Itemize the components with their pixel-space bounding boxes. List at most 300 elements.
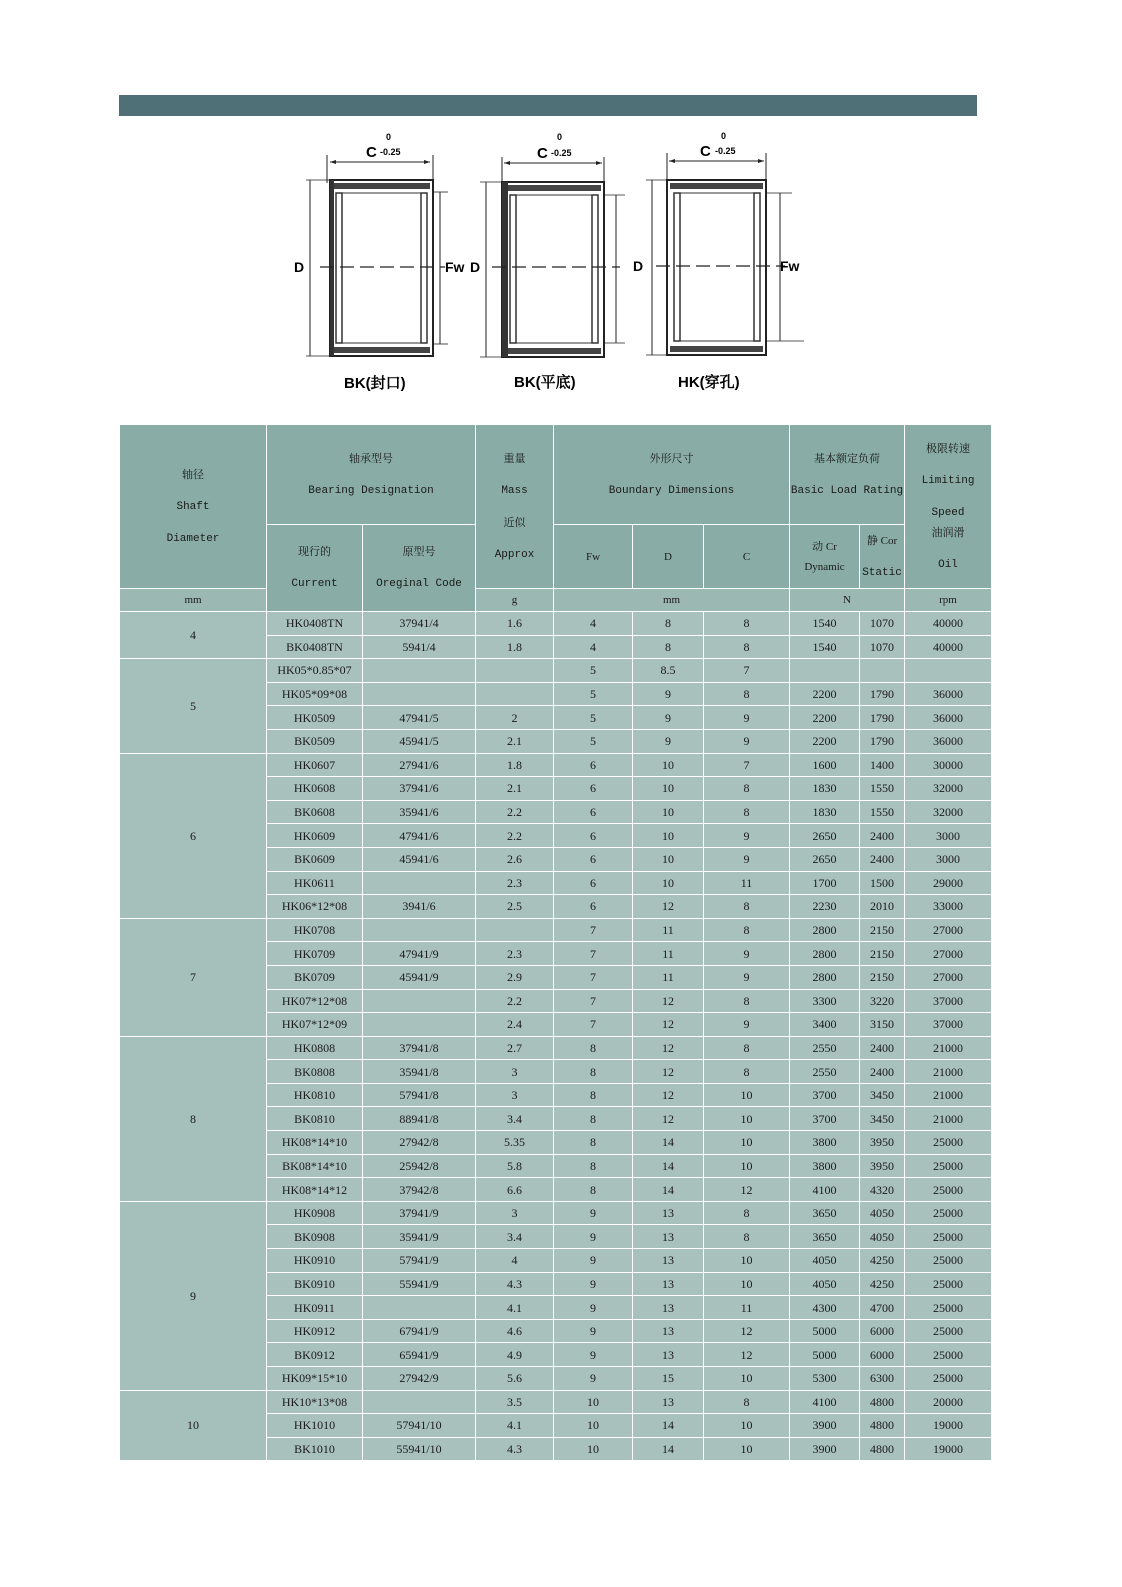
cell-limiting-speed: 27000 <box>905 965 992 989</box>
cell-dynamic-load: 3900 <box>790 1437 860 1461</box>
cell-c: 8 <box>704 1390 790 1414</box>
cell-c: 11 <box>704 871 790 895</box>
cell-d: 13 <box>633 1249 704 1273</box>
cell-dynamic-load: 5000 <box>790 1319 860 1343</box>
cell-d: 12 <box>633 1060 704 1084</box>
cell-static-load: 4050 <box>860 1201 905 1225</box>
cell-d: 10 <box>633 824 704 848</box>
cell-c: 10 <box>704 1154 790 1178</box>
cell-dynamic-load: 4050 <box>790 1249 860 1273</box>
cell-static-load: 4800 <box>860 1390 905 1414</box>
cell-limiting-speed: 27000 <box>905 942 992 966</box>
cell-d: 10 <box>633 800 704 824</box>
cell-current-code: HK0709 <box>267 942 363 966</box>
cell-mass <box>476 659 554 683</box>
cell-dynamic-load: 3900 <box>790 1414 860 1438</box>
cell-d: 10 <box>633 777 704 801</box>
cell-dynamic-load: 3800 <box>790 1131 860 1155</box>
cell-static-load: 4800 <box>860 1414 905 1438</box>
cell-dynamic-load: 3650 <box>790 1201 860 1225</box>
cell-fw: 9 <box>554 1319 633 1343</box>
cell-fw: 9 <box>554 1343 633 1367</box>
cell-original-code <box>363 1013 476 1037</box>
cell-original-code: 55941/10 <box>363 1437 476 1461</box>
cell-limiting-speed: 21000 <box>905 1060 992 1084</box>
cell-fw: 8 <box>554 1154 633 1178</box>
cell-c: 8 <box>704 612 790 636</box>
cell-current-code: HK0609 <box>267 824 363 848</box>
cell-current-code: HK06*12*08 <box>267 895 363 919</box>
cell-limiting-speed: 21000 <box>905 1036 992 1060</box>
svg-text:C: C <box>366 144 377 161</box>
cell-fw: 4 <box>554 635 633 659</box>
cell-c: 11 <box>704 1296 790 1320</box>
cell-limiting-speed: 25000 <box>905 1131 992 1155</box>
cell-fw: 6 <box>554 753 633 777</box>
cell-mass: 2 <box>476 706 554 730</box>
cell-dynamic-load: 3400 <box>790 1013 860 1037</box>
table-row <box>120 1201 992 1225</box>
cell-current-code: HK0912 <box>267 1319 363 1343</box>
cell-fw: 7 <box>554 918 633 942</box>
cell-mass: 3.5 <box>476 1390 554 1414</box>
cell-shaft-diameter: 4 <box>120 612 267 659</box>
cell-c: 10 <box>704 1367 790 1391</box>
cell-fw: 8 <box>554 1036 633 1060</box>
cell-static-load: 2010 <box>860 895 905 919</box>
cell-d: 12 <box>633 989 704 1013</box>
cell-dynamic-load: 1600 <box>790 753 860 777</box>
cell-d: 12 <box>633 1083 704 1107</box>
unit-shaft: mm <box>120 589 267 612</box>
header-load-rating: 基本额定负荷 Basic Load Rating <box>790 425 905 525</box>
cell-original-code: 88941/8 <box>363 1107 476 1131</box>
cell-mass: 4.1 <box>476 1414 554 1438</box>
table-row <box>120 1036 992 1060</box>
cell-static-load: 1790 <box>860 682 905 706</box>
svg-text:Fw: Fw <box>780 258 800 274</box>
bearing-spec-table <box>119 424 992 1461</box>
cell-mass: 5.8 <box>476 1154 554 1178</box>
cell-static-load: 2150 <box>860 918 905 942</box>
cell-d: 13 <box>633 1272 704 1296</box>
cell-mass: 1.6 <box>476 612 554 636</box>
cell-d: 8 <box>633 635 704 659</box>
cell-c: 8 <box>704 895 790 919</box>
cell-original-code: 47941/9 <box>363 942 476 966</box>
cell-mass: 2.3 <box>476 871 554 895</box>
cell-dynamic-load: 2650 <box>790 824 860 848</box>
cell-c: 9 <box>704 729 790 753</box>
cell-shaft-diameter: 6 <box>120 753 267 918</box>
cell-c: 12 <box>704 1343 790 1367</box>
cell-fw: 6 <box>554 824 633 848</box>
cell-mass: 4.6 <box>476 1319 554 1343</box>
bearing-cross-section-diagram <box>280 125 820 400</box>
header-bar <box>119 95 977 116</box>
cell-current-code: BK0908 <box>267 1225 363 1249</box>
cell-mass: 5.35 <box>476 1131 554 1155</box>
unit-load: N <box>790 589 905 612</box>
cell-limiting-speed: 25000 <box>905 1201 992 1225</box>
cell-limiting-speed: 37000 <box>905 989 992 1013</box>
cell-static-load <box>860 659 905 683</box>
cell-static-load: 2150 <box>860 942 905 966</box>
table-header <box>120 425 992 612</box>
unit-mass: g <box>476 589 554 612</box>
cell-c: 9 <box>704 706 790 730</box>
cell-fw: 8 <box>554 1107 633 1131</box>
table-row <box>120 918 992 942</box>
cell-current-code: BK0709 <box>267 965 363 989</box>
cell-mass: 3.4 <box>476 1225 554 1249</box>
header-current-code: 现行的 Current <box>267 525 363 612</box>
cell-fw: 8 <box>554 1083 633 1107</box>
cell-c: 8 <box>704 635 790 659</box>
header-limiting-speed: 极限转速 Limiting Speed 油润滑 Oil <box>905 425 992 589</box>
cell-shaft-diameter: 10 <box>120 1390 267 1461</box>
cell-d: 9 <box>633 729 704 753</box>
cell-original-code: 55941/9 <box>363 1272 476 1296</box>
cell-c: 9 <box>704 965 790 989</box>
cell-current-code: HK0910 <box>267 1249 363 1273</box>
cell-static-load: 3950 <box>860 1154 905 1178</box>
cell-d: 8.5 <box>633 659 704 683</box>
cell-limiting-speed: 25000 <box>905 1367 992 1391</box>
cell-current-code: BK0408TN <box>267 635 363 659</box>
cell-original-code: 47941/6 <box>363 824 476 848</box>
cell-dynamic-load: 3700 <box>790 1083 860 1107</box>
cell-dynamic-load: 2800 <box>790 942 860 966</box>
cell-static-load: 1070 <box>860 612 905 636</box>
cell-shaft-diameter: 9 <box>120 1201 267 1390</box>
cell-c: 7 <box>704 753 790 777</box>
cell-original-code: 57941/9 <box>363 1249 476 1273</box>
cell-dynamic-load: 5300 <box>790 1367 860 1391</box>
cell-dynamic-load: 3700 <box>790 1107 860 1131</box>
cell-original-code: 57941/8 <box>363 1083 476 1107</box>
cell-limiting-speed: 21000 <box>905 1107 992 1131</box>
cell-original-code: 25942/8 <box>363 1154 476 1178</box>
cell-d: 13 <box>633 1201 704 1225</box>
cell-original-code: 47941/5 <box>363 706 476 730</box>
cell-static-load: 1550 <box>860 777 905 801</box>
cell-current-code: BK08*14*10 <box>267 1154 363 1178</box>
cell-current-code: HK0908 <box>267 1201 363 1225</box>
cell-limiting-speed: 21000 <box>905 1083 992 1107</box>
cell-fw: 10 <box>554 1390 633 1414</box>
cell-original-code: 35941/6 <box>363 800 476 824</box>
cell-fw: 7 <box>554 1013 633 1037</box>
cell-limiting-speed: 25000 <box>905 1154 992 1178</box>
cell-fw: 5 <box>554 659 633 683</box>
header-dynamic: 动 Cr Dynamic <box>790 525 860 589</box>
cell-shaft-diameter: 5 <box>120 659 267 753</box>
cell-dynamic-load: 2200 <box>790 729 860 753</box>
cell-d: 12 <box>633 1107 704 1131</box>
cell-current-code: BK0808 <box>267 1060 363 1084</box>
cell-c: 8 <box>704 1060 790 1084</box>
cell-mass: 2.6 <box>476 847 554 871</box>
cell-dynamic-load: 1830 <box>790 800 860 824</box>
cell-current-code: BK1010 <box>267 1437 363 1461</box>
cell-static-load: 3150 <box>860 1013 905 1037</box>
cell-mass: 3 <box>476 1201 554 1225</box>
cell-original-code <box>363 659 476 683</box>
cell-current-code: HK05*0.85*07 <box>267 659 363 683</box>
cell-fw: 6 <box>554 777 633 801</box>
cell-dynamic-load: 3650 <box>790 1225 860 1249</box>
cell-c: 8 <box>704 1036 790 1060</box>
cell-fw: 6 <box>554 871 633 895</box>
cell-mass: 1.8 <box>476 753 554 777</box>
cell-mass: 4.3 <box>476 1437 554 1461</box>
cell-original-code: 27942/9 <box>363 1367 476 1391</box>
cell-d: 11 <box>633 965 704 989</box>
cell-mass: 2.1 <box>476 729 554 753</box>
cell-c: 9 <box>704 1013 790 1037</box>
cell-dynamic-load: 2200 <box>790 682 860 706</box>
table-row <box>120 612 992 636</box>
header-original-code: 原型号 Oreginal Code <box>363 525 476 612</box>
cell-current-code: HK09*15*10 <box>267 1367 363 1391</box>
cell-dynamic-load: 4050 <box>790 1272 860 1296</box>
cell-c: 8 <box>704 777 790 801</box>
cell-current-code: HK0408TN <box>267 612 363 636</box>
cell-limiting-speed <box>905 659 992 683</box>
cell-d: 8 <box>633 612 704 636</box>
header-boundary-dimensions: 外形尺寸 Boundary Dimensions <box>554 425 790 525</box>
cell-dynamic-load: 2800 <box>790 965 860 989</box>
cell-original-code <box>363 1296 476 1320</box>
svg-text:C: C <box>700 143 711 160</box>
svg-text:D: D <box>470 259 481 275</box>
cell-fw: 6 <box>554 847 633 871</box>
caption-bk-sealed: BK(封口) <box>344 375 406 392</box>
svg-text:D: D <box>294 259 305 275</box>
cell-current-code: BK0608 <box>267 800 363 824</box>
cell-limiting-speed: 36000 <box>905 729 992 753</box>
cell-original-code: 37941/8 <box>363 1036 476 1060</box>
cell-c: 10 <box>704 1083 790 1107</box>
svg-text:-0.25: -0.25 <box>380 147 401 157</box>
cell-limiting-speed: 19000 <box>905 1414 992 1438</box>
cell-mass: 4.3 <box>476 1272 554 1296</box>
cell-c: 9 <box>704 824 790 848</box>
cell-d: 13 <box>633 1390 704 1414</box>
header-fw: Fw <box>554 525 633 589</box>
cell-current-code: HK0911 <box>267 1296 363 1320</box>
cell-limiting-speed: 40000 <box>905 612 992 636</box>
cell-mass: 4 <box>476 1249 554 1273</box>
cell-original-code: 27941/6 <box>363 753 476 777</box>
cell-current-code: BK0912 <box>267 1343 363 1367</box>
cell-limiting-speed: 3000 <box>905 824 992 848</box>
cell-mass: 3.4 <box>476 1107 554 1131</box>
cell-current-code: HK08*14*12 <box>267 1178 363 1202</box>
cell-original-code <box>363 1390 476 1414</box>
cell-static-load: 3450 <box>860 1107 905 1131</box>
table-row <box>120 1390 992 1414</box>
cell-current-code: HK05*09*08 <box>267 682 363 706</box>
cell-dynamic-load: 1540 <box>790 612 860 636</box>
cell-d: 14 <box>633 1131 704 1155</box>
header-shaft: 轴径 Shaft Diameter <box>120 425 267 589</box>
cell-d: 13 <box>633 1319 704 1343</box>
cell-dynamic-load: 4300 <box>790 1296 860 1320</box>
cell-original-code: 67941/9 <box>363 1319 476 1343</box>
cell-static-load: 1790 <box>860 706 905 730</box>
svg-text:-0.25: -0.25 <box>551 148 572 158</box>
units-row <box>120 589 992 612</box>
bearing-bk-flat-drawing <box>470 132 625 357</box>
cell-limiting-speed: 29000 <box>905 871 992 895</box>
table-body <box>120 612 992 1461</box>
cell-original-code: 45941/6 <box>363 847 476 871</box>
cell-static-load: 4250 <box>860 1249 905 1273</box>
cell-mass: 3 <box>476 1060 554 1084</box>
cell-fw: 5 <box>554 706 633 730</box>
table-row <box>120 659 992 683</box>
cell-dynamic-load: 2800 <box>790 918 860 942</box>
svg-text:D: D <box>633 258 644 274</box>
cell-limiting-speed: 40000 <box>905 635 992 659</box>
cell-mass: 6.6 <box>476 1178 554 1202</box>
header-d: D <box>633 525 704 589</box>
cell-limiting-speed: 3000 <box>905 847 992 871</box>
cell-c: 8 <box>704 1201 790 1225</box>
cell-c: 8 <box>704 1225 790 1249</box>
cell-d: 14 <box>633 1437 704 1461</box>
cell-static-load: 3950 <box>860 1131 905 1155</box>
cell-dynamic-load: 4100 <box>790 1178 860 1202</box>
cell-dynamic-load: 5000 <box>790 1343 860 1367</box>
cell-mass <box>476 918 554 942</box>
cell-fw: 4 <box>554 612 633 636</box>
cell-d: 9 <box>633 682 704 706</box>
cell-limiting-speed: 19000 <box>905 1437 992 1461</box>
cell-current-code: HK0509 <box>267 706 363 730</box>
cell-limiting-speed: 30000 <box>905 753 992 777</box>
cell-limiting-speed: 25000 <box>905 1319 992 1343</box>
cell-dynamic-load: 3300 <box>790 989 860 1013</box>
cell-d: 12 <box>633 895 704 919</box>
cell-dynamic-load <box>790 659 860 683</box>
cell-limiting-speed: 25000 <box>905 1272 992 1296</box>
cell-d: 13 <box>633 1343 704 1367</box>
cell-dynamic-load: 1830 <box>790 777 860 801</box>
cell-d: 12 <box>633 1036 704 1060</box>
cell-mass: 2.2 <box>476 824 554 848</box>
cell-c: 7 <box>704 659 790 683</box>
cell-d: 11 <box>633 918 704 942</box>
cell-static-load: 6300 <box>860 1367 905 1391</box>
cell-d: 14 <box>633 1178 704 1202</box>
cell-dynamic-load: 3800 <box>790 1154 860 1178</box>
cell-current-code: HK07*12*09 <box>267 1013 363 1037</box>
cell-fw: 6 <box>554 895 633 919</box>
cell-dynamic-load: 4100 <box>790 1390 860 1414</box>
cell-current-code: HK0708 <box>267 918 363 942</box>
cell-original-code: 37942/8 <box>363 1178 476 1202</box>
cell-mass: 2.4 <box>476 1013 554 1037</box>
cell-d: 10 <box>633 847 704 871</box>
cell-dynamic-load: 1540 <box>790 635 860 659</box>
cell-limiting-speed: 32000 <box>905 777 992 801</box>
cell-original-code <box>363 918 476 942</box>
cell-mass: 2.2 <box>476 800 554 824</box>
cell-fw: 5 <box>554 682 633 706</box>
cell-c: 8 <box>704 682 790 706</box>
cell-d: 12 <box>633 1013 704 1037</box>
cell-mass: 2.7 <box>476 1036 554 1060</box>
cell-mass: 2.5 <box>476 895 554 919</box>
cell-dynamic-load: 2200 <box>790 706 860 730</box>
cell-fw: 8 <box>554 1060 633 1084</box>
cell-d: 14 <box>633 1154 704 1178</box>
svg-text:0: 0 <box>557 132 563 142</box>
table-row <box>120 753 992 777</box>
cell-static-load: 2150 <box>860 965 905 989</box>
cell-static-load: 2400 <box>860 824 905 848</box>
cell-fw: 9 <box>554 1296 633 1320</box>
cell-static-load: 2400 <box>860 1060 905 1084</box>
cell-c: 9 <box>704 847 790 871</box>
svg-text:C: C <box>537 145 548 162</box>
cell-c: 10 <box>704 1414 790 1438</box>
cell-static-load: 4800 <box>860 1437 905 1461</box>
cell-limiting-speed: 27000 <box>905 918 992 942</box>
cell-c: 12 <box>704 1319 790 1343</box>
cell-static-load: 1550 <box>860 800 905 824</box>
cell-limiting-speed: 37000 <box>905 1013 992 1037</box>
cell-original-code <box>363 682 476 706</box>
svg-text:0: 0 <box>386 132 392 142</box>
cell-c: 8 <box>704 989 790 1013</box>
cell-limiting-speed: 32000 <box>905 800 992 824</box>
cell-original-code: 37941/4 <box>363 612 476 636</box>
cell-limiting-speed: 33000 <box>905 895 992 919</box>
cell-c: 10 <box>704 1249 790 1273</box>
caption-bk-flat: BK(平底) <box>514 374 576 391</box>
unit-speed: rpm <box>905 589 992 612</box>
cell-mass: 2.9 <box>476 965 554 989</box>
cell-current-code: HK08*14*10 <box>267 1131 363 1155</box>
cell-fw: 7 <box>554 989 633 1013</box>
header-static: 静 Cor Static <box>860 525 905 589</box>
bearing-hk-through-drawing <box>633 131 804 355</box>
cell-current-code: HK0810 <box>267 1083 363 1107</box>
cell-mass: 5.6 <box>476 1367 554 1391</box>
cell-original-code: 45941/9 <box>363 965 476 989</box>
cell-d: 11 <box>633 942 704 966</box>
cell-current-code: HK0608 <box>267 777 363 801</box>
svg-text:-0.25: -0.25 <box>715 146 736 156</box>
cell-original-code: 45941/5 <box>363 729 476 753</box>
cell-original-code: 5941/4 <box>363 635 476 659</box>
cell-original-code: 37941/6 <box>363 777 476 801</box>
cell-limiting-speed: 25000 <box>905 1249 992 1273</box>
cell-limiting-speed: 25000 <box>905 1225 992 1249</box>
cell-fw: 9 <box>554 1272 633 1296</box>
cell-current-code: HK07*12*08 <box>267 989 363 1013</box>
cell-fw: 8 <box>554 1131 633 1155</box>
header-c: C <box>704 525 790 589</box>
cell-c: 10 <box>704 1272 790 1296</box>
cell-original-code: 37941/9 <box>363 1201 476 1225</box>
unit-boundary: mm <box>554 589 790 612</box>
cell-static-load: 6000 <box>860 1343 905 1367</box>
